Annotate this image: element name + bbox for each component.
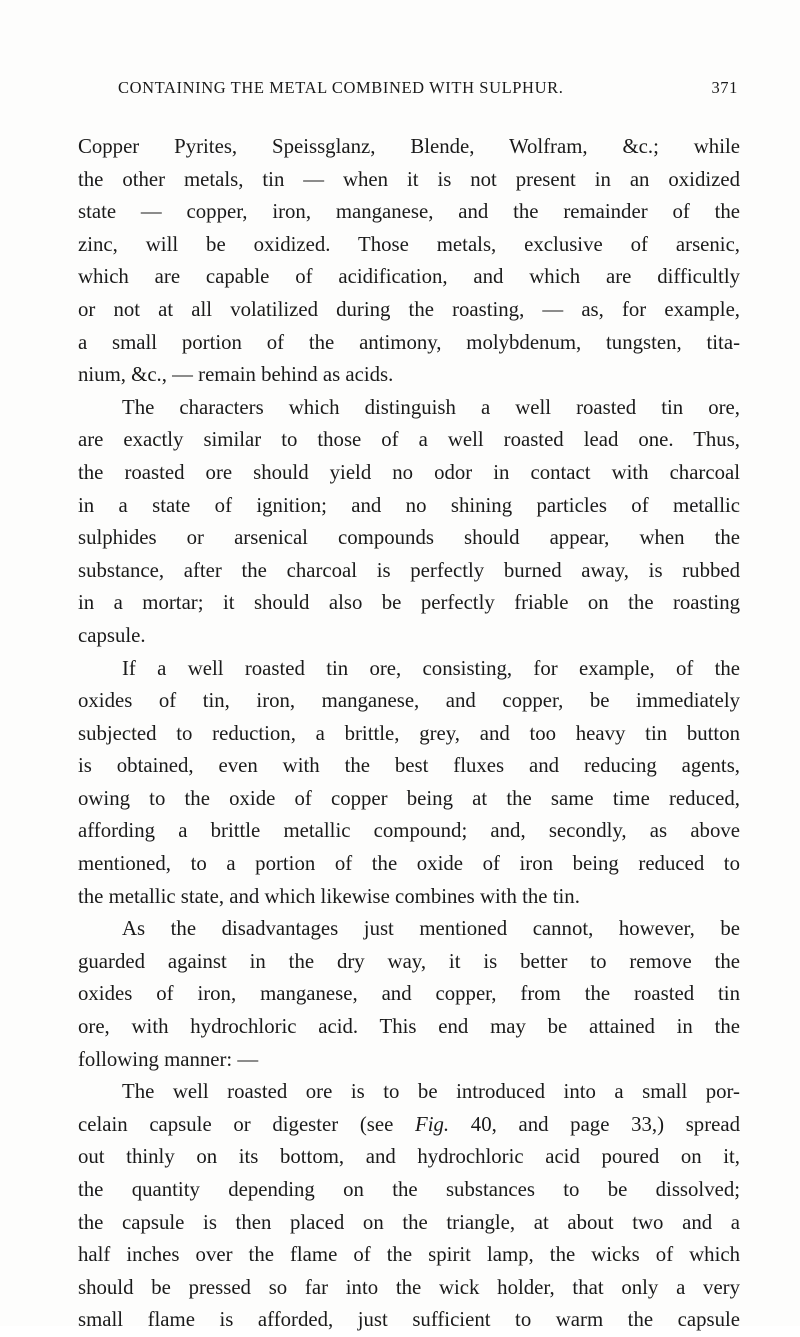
text-segment: 40, and page 33,) spread <box>449 1112 740 1136</box>
text-line: the metallic state, and which likewise combines with the tin. <box>78 884 580 908</box>
text-line <box>78 1109 740 1142</box>
text-line: the quantity depending on the substances to be dissolved; <box>78 1178 740 1201</box>
text-line: out thinly on its bottom, and hydrochloric acid poured on it, <box>78 1145 740 1169</box>
text-line: a small portion of the antimony, molybdenum, tungsten, tita- <box>78 330 740 354</box>
text-segment: celain capsule or digester (see <box>78 1112 416 1136</box>
text-line: guarded against in the dry way, it is better to remove the <box>78 949 740 973</box>
text-line: Copper Pyrites, Speissglanz, Blende, Wolfram, &c.; while <box>78 135 740 158</box>
paragraph-start-line: The characters which distinguish a well roasted tin ore, <box>122 395 740 419</box>
text-line: which are capable of acidification, and which are difficultly <box>78 265 740 289</box>
text-line: capsule. <box>78 623 146 647</box>
running-head <box>118 78 738 102</box>
text-line: oxides of tin, iron, manganese, and copper, be immediately <box>78 689 740 713</box>
text-line: in a mortar; it should also be perfectly friable on the roasting <box>78 591 740 615</box>
paragraph-start-line: As the disadvantages just mentioned cannot, however, be <box>122 917 740 941</box>
text-line: half inches over the flame of the spirit lamp, the wicks of which <box>78 1243 740 1267</box>
paragraph-start-line: If a well roasted tin ore, consisting, for example, of the <box>122 656 740 680</box>
text-line: substance, after the charcoal is perfectly burned away, is rubbed <box>78 558 740 582</box>
text-line: the roasted ore should yield no odor in contact with charcoal <box>78 460 740 484</box>
text-line: zinc, will be oxidized. Those metals, exclusive of arsenic, <box>78 232 740 256</box>
figure-reference: Fig. <box>415 1112 450 1136</box>
text-line: are exactly similar to those of a well roasted lead one. Thus, <box>78 428 740 452</box>
text-line: should be pressed so far into the wick holder, that only a very <box>78 1275 740 1299</box>
text-line: sulphides or arsenical compounds should appear, when the <box>78 526 740 550</box>
text-line: is obtained, even with the best fluxes and reducing agents, <box>78 754 740 778</box>
body-text <box>78 131 740 1337</box>
running-title: CONTAINING THE METAL COMBINED WITH SULPHUR. <box>118 78 564 97</box>
text-line: ore, with hydrochloric acid. This end may be attained in the <box>78 1015 740 1039</box>
text-line: the capsule is then placed on the triangle, at about two and a <box>78 1210 740 1234</box>
text-line: the other metals, tin — when it is not present in an oxidized <box>78 167 740 191</box>
text-line: state — copper, iron, manganese, and the remainder of the <box>78 200 740 224</box>
text-line: following manner: — <box>78 1047 259 1071</box>
paragraph-start-line: The well roasted ore is to be introduced into a small por- <box>122 1080 740 1104</box>
text-line: affording a brittle metallic compound; and, secondly, as above <box>78 819 740 843</box>
page-number: 371 <box>711 78 738 97</box>
text-line: in a state of ignition; and no shining particles of metallic <box>78 493 740 517</box>
text-line: mentioned, to a portion of the oxide of iron being reduced to <box>78 852 740 876</box>
text-line: owing to the oxide of copper being at the same time reduced, <box>78 786 740 810</box>
text-line: or not at all volatilized during the roasting, — as, for example, <box>78 297 740 321</box>
text-line: oxides of iron, manganese, and copper, from the roasted tin <box>78 982 740 1006</box>
text-line: nium, &c., — remain behind as acids. <box>78 363 394 387</box>
text-line: small flame is afforded, just sufficient to warm the capsule <box>78 1308 740 1332</box>
text-line: subjected to reduction, a brittle, grey, and too heavy tin button <box>78 721 740 745</box>
